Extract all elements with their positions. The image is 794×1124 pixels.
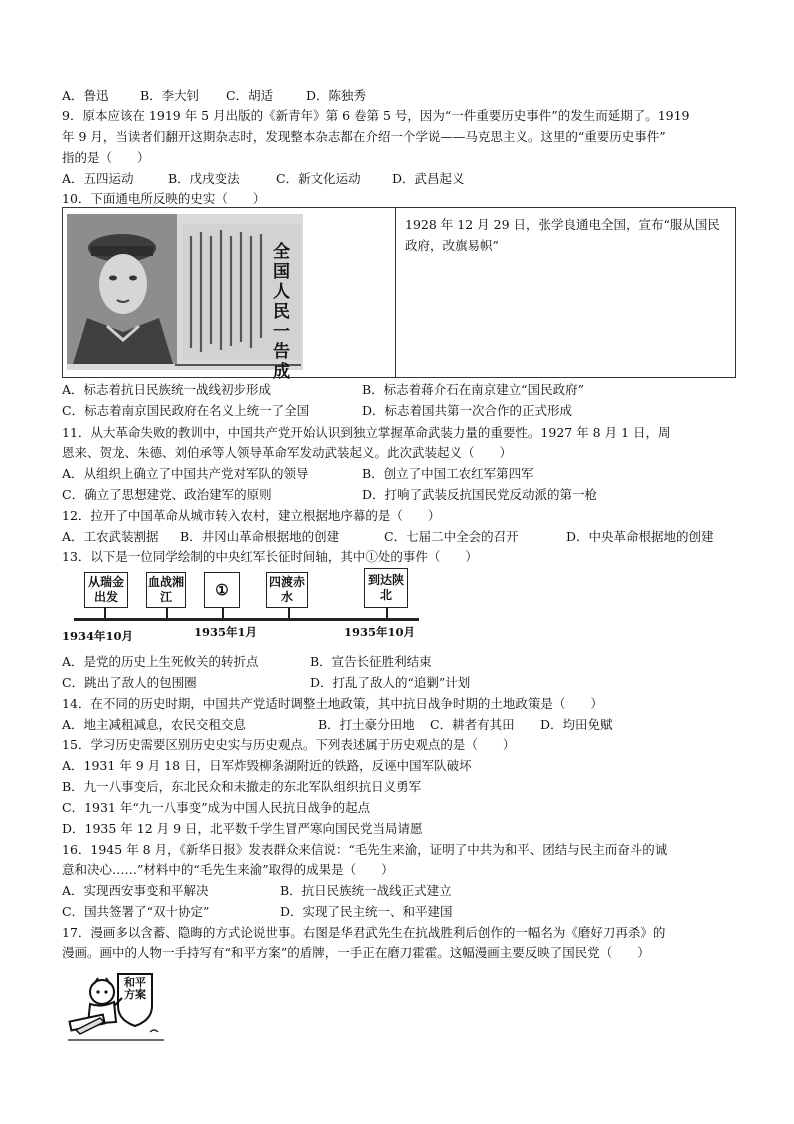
q10-material-table bbox=[62, 207, 736, 382]
timeline-axis bbox=[74, 618, 419, 621]
q9-stem-line-2: 年 9 月，当读者们翻开这期杂志时，发现整本杂志都在介绍一个学说——马克思主义。这里的“重要历史事件” bbox=[62, 129, 666, 144]
q10-material-text: 1928 年 12 月 29 日，张学良通电全国，宣布“服从国民政府，改旗易帜” bbox=[405, 217, 720, 253]
q15-option-c[interactable]: C．1931 年“九一八事变”成为中国人民抗日战争的起点 bbox=[62, 800, 371, 815]
q11-option-a[interactable]: A．从组织上确立了中国共产党对军队的领导 bbox=[62, 466, 309, 481]
timeline-box-5: 到达陕北 bbox=[364, 568, 408, 608]
long-march-timeline bbox=[62, 562, 422, 652]
q10-stem: 10．下面通电所反映的史实（ ） bbox=[62, 191, 266, 206]
photo-headline: 全国人民一告成 bbox=[273, 242, 290, 382]
q17-stem-line-2: 漫画。画中的人物一手持写有“和平方案”的盾牌，一手正在磨刀霍霍。这幅漫画主要反映了国民党（ ） bbox=[62, 945, 650, 960]
q14-option-d[interactable]: D．均田免赋 bbox=[540, 717, 613, 732]
q8-option-b[interactable]: B．李大钊 bbox=[140, 88, 200, 103]
q13-option-c[interactable]: C．跳出了敌人的包围圈 bbox=[62, 675, 197, 690]
timeline-date-1: 1934年10月 bbox=[62, 629, 134, 643]
q9-option-c[interactable]: C．新文化运动 bbox=[276, 171, 361, 186]
q11-stem-line-2: 恩来、贺龙、朱德、刘伯承等人领导革命军发动武装起义。此次武装起义（ ） bbox=[62, 445, 513, 460]
q9-option-a[interactable]: A．五四运动 bbox=[62, 171, 134, 186]
q10-option-b[interactable]: B．标志着蒋介石在南京建立“国民政府” bbox=[362, 382, 584, 397]
q16-stem-line-2: 意和决心……”材料中的“毛先生来渝”取得的成果是（ ） bbox=[62, 862, 394, 877]
q13-option-a[interactable]: A．是党的历史上生死攸关的转折点 bbox=[62, 654, 259, 669]
table-divider bbox=[395, 208, 396, 377]
timeline-date-3: 1935年10月 bbox=[344, 625, 416, 639]
shield-text: 和平方案 bbox=[124, 976, 146, 1001]
q16-option-c[interactable]: C．国共签署了“双十协定” bbox=[62, 904, 210, 919]
q15-option-b[interactable]: B．九一八事变后，东北民众和未撤走的东北军队组织抗日义勇军 bbox=[62, 779, 422, 794]
q11-option-d[interactable]: D．打响了武装反抗国民党反动派的第一枪 bbox=[362, 487, 598, 502]
q10-option-a[interactable]: A．标志着抗日民族统一战线初步形成 bbox=[62, 382, 272, 397]
q16-option-a[interactable]: A．实现西安事变和平解决 bbox=[62, 883, 209, 898]
q13-option-d[interactable]: D．打乱了敌人的“追剿”计划 bbox=[310, 675, 471, 690]
timeline-box-4: 四渡赤水 bbox=[266, 572, 308, 608]
q14-option-c[interactable]: C．耕者有其田 bbox=[430, 717, 515, 732]
q10-option-d[interactable]: D．标志着国共第一次合作的正式形成 bbox=[362, 403, 573, 418]
q16-option-d[interactable]: D．实现了民主统一、和平建国 bbox=[280, 904, 453, 919]
timeline-box-2: 血战湘江 bbox=[146, 572, 186, 608]
q16-stem-line-1: 16．1945 年 8 月，《新华日报》发表群众来信说：“毛先生来渝，证明了中共为和平、团结与民主而奋斗的诚 bbox=[62, 842, 668, 857]
q12-option-b[interactable]: B．井冈山革命根据地的创建 bbox=[180, 529, 340, 544]
q12-option-a[interactable]: A．工农武装割据 bbox=[62, 529, 159, 544]
q9-stem-line-1: 9．原本应该在 1919 年 5 月出版的《新青年》第 6 卷第 5 号，因为“一件重要历史事件”的发生而延期了。1919 bbox=[62, 108, 690, 123]
q10-option-c[interactable]: C．标志着南京国民政府在名义上统一了全国 bbox=[62, 403, 310, 418]
telegram-photo bbox=[67, 214, 303, 382]
timeline-box-3: ① bbox=[204, 572, 240, 608]
timeline-date-2: 1935年1月 bbox=[194, 625, 258, 639]
q13-stem: 13．以下是一位同学绘制的中央红军长征时间轴，其中①处的事件（ ） bbox=[62, 549, 478, 564]
q8-option-a[interactable]: A．鲁迅 bbox=[62, 88, 109, 103]
q15-option-a[interactable]: A．1931 年 9 月 18 日，日军炸毁柳条湖附近的铁路，反诬中国军队破坏 bbox=[62, 758, 472, 773]
q14-option-a[interactable]: A．地主减租减息，农民交租交息 bbox=[62, 717, 247, 732]
cartoon-sharpen-knife bbox=[66, 968, 166, 1046]
q12-option-c[interactable]: C．七届二中全会的召开 bbox=[384, 529, 519, 544]
q9-option-d[interactable]: D．武昌起义 bbox=[392, 171, 465, 186]
q14-option-b[interactable]: B．打土豪分田地 bbox=[318, 717, 415, 732]
q9-stem-line-3: 指的是（ ） bbox=[62, 150, 150, 165]
timeline-box-1: 从瑞金出发 bbox=[84, 572, 128, 608]
q12-stem: 12．拉开了中国革命从城市转入农村，建立根据地序幕的是（ ） bbox=[62, 508, 441, 523]
q15-option-d[interactable]: D．1935 年 12 月 9 日，北平数千学生冒严寒向国民党当局请愿 bbox=[62, 821, 423, 836]
q17-stem-line-1: 17．漫画多以含蓄、隐晦的方式论说世事。右图是华君武先生在抗战胜利后创作的一幅名为《磨好刀再杀》的 bbox=[62, 925, 666, 940]
q15-stem: 15．学习历史需要区别历史史实与历史观点。下列表述属于历史观点的是（ ） bbox=[62, 737, 516, 752]
q8-option-c[interactable]: C．胡适 bbox=[226, 88, 274, 103]
q16-option-b[interactable]: B．抗日民族统一战线正式建立 bbox=[280, 883, 452, 898]
q9-option-b[interactable]: B．戊戌变法 bbox=[168, 171, 240, 186]
q13-option-b[interactable]: B．宣告长征胜利结束 bbox=[310, 654, 432, 669]
q11-stem-line-1: 11．从大革命失败的教训中，中国共产党开始认识到独立掌握革命武装力量的重要性。1927 年 8 月 1 日，周 bbox=[62, 425, 671, 440]
q11-option-b[interactable]: B．创立了中国工农红军第四军 bbox=[362, 466, 534, 481]
q14-stem: 14．在不同的历史时期，中国共产党适时调整土地政策，其中抗日战争时期的土地政策是（ ） bbox=[62, 696, 603, 711]
q12-option-d[interactable]: D．中央革命根据地的创建 bbox=[566, 529, 714, 544]
q11-option-c[interactable]: C．确立了思想建党、政治建军的原则 bbox=[62, 487, 272, 502]
q8-option-d[interactable]: D．陈独秀 bbox=[306, 88, 367, 103]
